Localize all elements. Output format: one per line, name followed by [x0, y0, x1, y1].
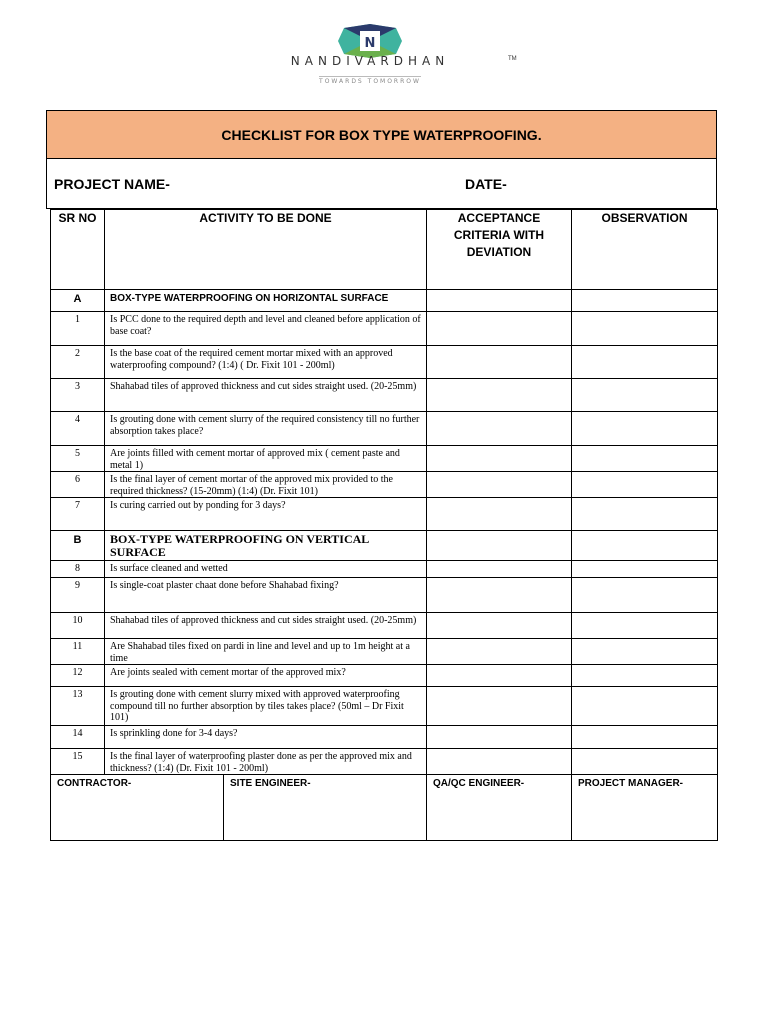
project-manager-signature[interactable]: PROJECT MANAGER-: [572, 775, 718, 841]
table-row: [51, 613, 718, 639]
row-number: 7: [51, 498, 105, 531]
table-row: [51, 379, 718, 412]
activity-text: Is grouting done with cement slurry of the required consistency till no further absorption takes place?: [105, 412, 427, 446]
activity-text: Is surface cleaned and wetted: [105, 561, 427, 578]
section-id: B: [51, 531, 105, 561]
acceptance-cell[interactable]: [427, 346, 572, 379]
observation-cell[interactable]: [572, 687, 718, 726]
observation-cell[interactable]: [572, 379, 718, 412]
observation-cell[interactable]: [572, 446, 718, 472]
activity-text: Is the final layer of cement mortar of the approved mix provided to the required thickness? (15-20mm) (1:4) (Dr. Fixit 101): [105, 472, 427, 498]
table-row: [51, 412, 718, 446]
qa-qc-engineer-signature[interactable]: QA/QC ENGINEER-: [427, 775, 572, 841]
acceptance-cell[interactable]: [427, 749, 572, 775]
table-row: [51, 312, 718, 346]
contractor-signature[interactable]: CONTRACTOR-: [51, 775, 224, 841]
acceptance-cell[interactable]: [427, 472, 572, 498]
row-number: 9: [51, 578, 105, 613]
row-number: 12: [51, 665, 105, 687]
brand-tagline: TOWARDS TOMORROW: [319, 78, 421, 85]
activity-text: Is single-coat plaster chaat done before Shahabad fixing?: [105, 578, 427, 613]
acceptance-cell[interactable]: [427, 446, 572, 472]
activity-text: Are joints filled with cement mortar of approved mix ( cement paste and metal 1): [105, 446, 427, 472]
col-sr-no: SR NO: [51, 210, 105, 290]
acceptance-cell[interactable]: [427, 312, 572, 346]
acceptance-cell[interactable]: [427, 687, 572, 726]
table-row: [51, 472, 718, 498]
acceptance-cell[interactable]: [427, 726, 572, 749]
activity-text: Are joints sealed with cement mortar of the approved mix?: [105, 665, 427, 687]
row-number: 13: [51, 687, 105, 726]
row-number: 6: [51, 472, 105, 498]
activity-text: Is the final layer of waterproofing plaster done as per the approved mix and thickness? (1:4) (Dr. Fixit 101 - 200ml): [105, 749, 427, 775]
signature-row: [51, 775, 718, 841]
section-title: BOX-TYPE WATERPROOFING ON VERTICAL SURFACE: [105, 531, 427, 561]
logo-emblem-icon: [338, 24, 402, 58]
date-label: DATE-: [465, 176, 507, 192]
table-header-row: [51, 210, 718, 290]
activity-text: Is sprinkling done for 3-4 days?: [105, 726, 427, 749]
row-number: 5: [51, 446, 105, 472]
table-row: [51, 498, 718, 531]
trademark-mark: TM: [508, 56, 517, 62]
row-number: 4: [51, 412, 105, 446]
table-row: [51, 749, 718, 775]
activity-text: Is PCC done to the required depth and level and cleaned before application of base coat?: [105, 312, 427, 346]
acceptance-cell[interactable]: [427, 639, 572, 665]
acceptance-cell[interactable]: [427, 379, 572, 412]
section-a-row: [51, 290, 718, 312]
company-logo: [242, 22, 526, 84]
acceptance-cell[interactable]: [427, 613, 572, 639]
svg-text:N: N: [364, 36, 376, 51]
checklist-header: [46, 110, 717, 209]
activity-text: Is grouting done with cement slurry mixed with approved waterproofing compound till no further absorption by tiles takes place? (50ml – Dr Fixit 101): [105, 687, 427, 726]
observation-cell[interactable]: [572, 665, 718, 687]
observation-cell[interactable]: [572, 578, 718, 613]
activity-text: Shahabad tiles of approved thickness and cut sides straight used. (20-25mm): [105, 379, 427, 412]
row-number: 15: [51, 749, 105, 775]
observation-cell[interactable]: [572, 613, 718, 639]
row-number: 3: [51, 379, 105, 412]
acceptance-cell[interactable]: [427, 290, 572, 312]
col-acceptance: ACCEPTANCE CRITERIA WITH DEVIATION: [427, 210, 572, 290]
checklist-title: CHECKLIST FOR BOX TYPE WATERPROOFING.: [47, 111, 716, 159]
project-info-row: [47, 159, 716, 208]
table-row: [51, 346, 718, 379]
table-row: [51, 639, 718, 665]
signature-table: [50, 774, 718, 841]
row-number: 11: [51, 639, 105, 665]
site-engineer-signature[interactable]: SITE ENGINEER-: [224, 775, 427, 841]
table-row: [51, 687, 718, 726]
logo-wordmark: [242, 54, 498, 85]
observation-cell[interactable]: [572, 412, 718, 446]
table-row: [51, 665, 718, 687]
section-title: BOX-TYPE WATERPROOFING ON HORIZONTAL SURFACE: [105, 290, 427, 312]
observation-cell[interactable]: [572, 312, 718, 346]
acceptance-cell[interactable]: [427, 561, 572, 578]
row-number: 8: [51, 561, 105, 578]
observation-cell[interactable]: [572, 472, 718, 498]
project-name-label: PROJECT NAME-: [54, 176, 170, 192]
observation-cell[interactable]: [572, 346, 718, 379]
activity-text: Is the base coat of the required cement mortar mixed with an approved waterproofing compound? (1:4) ( Dr. Fixit 101 - 200ml): [105, 346, 427, 379]
row-number: 10: [51, 613, 105, 639]
acceptance-cell[interactable]: [427, 665, 572, 687]
row-number: 14: [51, 726, 105, 749]
checklist-table: [50, 209, 718, 775]
row-number: 1: [51, 312, 105, 346]
acceptance-cell[interactable]: [427, 578, 572, 613]
activity-text: Are Shahabad tiles fixed on pardi in line and level and up to 1m height at a time: [105, 639, 427, 665]
observation-cell[interactable]: [572, 726, 718, 749]
table-row: [51, 726, 718, 749]
brand-name: NANDIVARDHAN: [290, 54, 450, 68]
observation-cell[interactable]: [572, 639, 718, 665]
table-row: [51, 446, 718, 472]
observation-cell[interactable]: [572, 290, 718, 312]
row-number: 2: [51, 346, 105, 379]
col-activity: ACTIVITY TO BE DONE: [105, 210, 427, 290]
activity-text: Shahabad tiles of approved thickness and cut sides straight used. (20-25mm): [105, 613, 427, 639]
observation-cell[interactable]: [572, 561, 718, 578]
col-observation: OBSERVATION: [572, 210, 718, 290]
section-id: A: [51, 290, 105, 312]
section-b-row: [51, 531, 718, 561]
table-row: [51, 561, 718, 578]
acceptance-cell[interactable]: [427, 531, 572, 561]
table-row: [51, 578, 718, 613]
acceptance-cell[interactable]: [427, 498, 572, 531]
observation-cell[interactable]: [572, 531, 718, 561]
observation-cell[interactable]: [572, 749, 718, 775]
activity-text: Is curing carried out by ponding for 3 days?: [105, 498, 427, 531]
acceptance-cell[interactable]: [427, 412, 572, 446]
observation-cell[interactable]: [572, 498, 718, 531]
